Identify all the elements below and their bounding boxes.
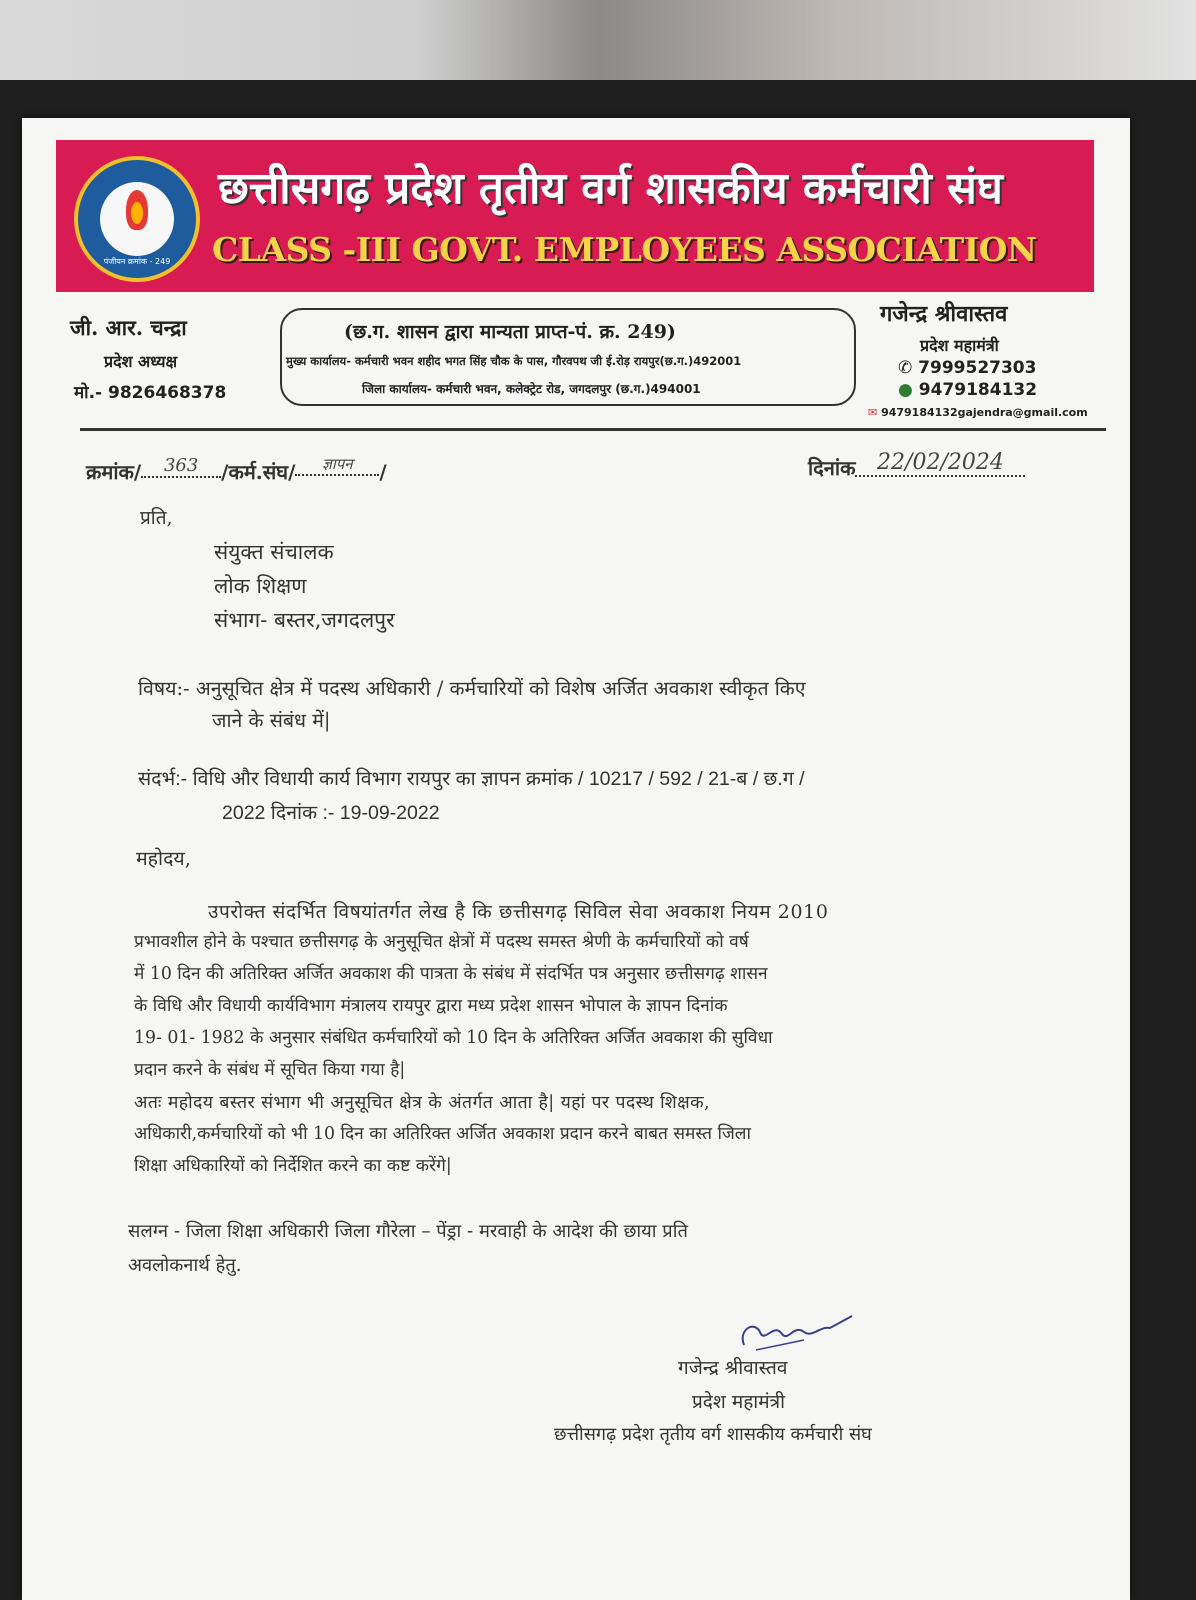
kramank-label: क्रमांक/ bbox=[86, 460, 142, 484]
body-line-4: के विधि और विधायी कार्यविभाग मंत्रालय रायपुर द्वारा मध्य प्रदेश शासन भोपाल के ज्ञापन दिनांक bbox=[134, 996, 728, 1016]
whatsapp-icon: ● bbox=[898, 380, 913, 400]
flame-core-icon bbox=[131, 202, 143, 224]
general-secretary-name: गजेन्द्र श्रीवास्तव bbox=[880, 301, 1008, 327]
president-designation: प्रदेश अध्यक्ष bbox=[104, 352, 178, 371]
email-address: 9479184132gajendra@gmail.com bbox=[881, 406, 1088, 419]
title-english: CLASS -III GOVT. EMPLOYEES ASSOCIATION bbox=[212, 230, 1037, 269]
date-value: 22/02/2024 bbox=[855, 450, 1025, 477]
logo-registration-text: पंजीयन क्रमांक - 249 bbox=[103, 257, 171, 266]
body-line-3: में 10 दिन की अतिरिक्त अर्जित अवकाश की पात्रता के संबंध में संदर्भित पत्र अनुसार छत्तीसगढ़ शासन bbox=[134, 964, 768, 984]
body-line-1: उपरोक्त संदर्भित विषयांतर्गत लेख है कि छत्तीसगढ़ सिविल सेवा अवकाश नियम 2010 bbox=[208, 901, 829, 923]
signatory-designation: प्रदेश महामंत्री bbox=[692, 1391, 786, 1413]
body-line-2: प्रभावशील होने के पश्चात छत्तीसगढ़ के अनुसूचित क्षेत्रों में पदस्थ समस्त श्रेणी के कर्मचारियों को वर्ष bbox=[134, 932, 749, 952]
sangh-value: ज्ञापन bbox=[295, 454, 379, 476]
email-row bbox=[868, 406, 1088, 419]
handwritten-signature bbox=[734, 1310, 854, 1360]
reference-line-2: 2022 दिनांक :- 19-09-2022 bbox=[222, 802, 440, 824]
general-secretary-designation: प्रदेश महामंत्री bbox=[920, 336, 999, 355]
salutation: महोदय, bbox=[136, 847, 191, 870]
phone-row bbox=[898, 358, 1036, 378]
addressee-line-1: संयुक्त संचालक bbox=[214, 540, 334, 564]
body-line-9: शिक्षा अधिकारियों को निर्देशित करने का कष्ट करेंगे| bbox=[134, 1156, 452, 1176]
district-office-address: जिला कार्यालय- कर्मचारी भवन, कलेक्ट्रेट रोड, जगदलपुर (छ.ग.)494001 bbox=[362, 382, 701, 396]
header-divider bbox=[80, 428, 1106, 431]
signatory-organization: छत्तीसगढ़ प्रदेश तृतीय वर्ग शासकीय कर्मचारी संघ bbox=[554, 1424, 872, 1445]
body-line-5: 19- 01- 1982 के अनुसार संबंधित कर्मचारियों को 10 दिन के अतिरिक्त अर्जित अवकाश की सुविधा bbox=[134, 1028, 773, 1048]
letter-paper bbox=[22, 118, 1130, 1600]
association-logo bbox=[74, 156, 200, 282]
kramank-value: 363 bbox=[141, 455, 221, 478]
whatsapp-row bbox=[898, 380, 1037, 400]
body-line-6: प्रदान करने के संबंध में सूचित किया गया है| bbox=[134, 1060, 406, 1080]
phone-number: 7999527303 bbox=[918, 358, 1037, 378]
mail-icon: ✉ bbox=[868, 406, 878, 419]
head-office-address: मुख्य कार्यालय- कर्मचारी भवन शहीद भगत सिंह चौक के पास, गौरवपथ जी ई.रोड़ रायपुर(छ.ग.)492001 bbox=[286, 354, 742, 368]
phone-icon: ✆ bbox=[898, 358, 913, 378]
signatory-name: गजेन्द्र श्रीवास्तव bbox=[678, 1357, 788, 1379]
background-top bbox=[0, 0, 1196, 84]
whatsapp-number: 9479184132 bbox=[918, 380, 1038, 400]
body-line-7: अतः महोदय बस्तर संभाग भी अनुसूचित क्षेत्र के अंतर्गत आता है| यहां पर पदस्थ शिक्षक, bbox=[134, 1093, 710, 1113]
body-line-8: अधिकारी,कर्मचारियों को भी 10 दिन का अतिरिक्त अर्जित अवकाश प्रदान करने बाबत समस्त जिला bbox=[134, 1124, 751, 1144]
date-row bbox=[808, 450, 1025, 483]
president-mobile: मो.- 9826468378 bbox=[74, 383, 227, 403]
date-label: दिनांक bbox=[808, 456, 856, 480]
addressee-line-2: लोक शिक्षण bbox=[214, 574, 307, 598]
prati: प्रति, bbox=[140, 507, 173, 529]
subject-line-2: जाने के संबंध में| bbox=[212, 709, 331, 732]
president-name: जी. आर. चन्द्रा bbox=[70, 315, 187, 340]
recognition-text: (छ.ग. शासन द्वारा मान्यता प्राप्त-पं. क्र. 249) bbox=[344, 321, 676, 343]
addressee-line-3: संभाग- बस्तर,जगदलपुर bbox=[214, 608, 395, 632]
reference-number-row: क्रमांक/ 363 /कर्म.संघ/ ज्ञापन / bbox=[86, 455, 387, 484]
sangh-label: /कर्म.संघ/ bbox=[221, 460, 296, 484]
enclosure-line-1: सलग्न - जिला शिक्षा अधिकारी जिला गौरेला – पेंड्रा - मरवाही के आदेश की छाया प्रति bbox=[128, 1221, 688, 1242]
subject-line-1: विषय:- अनुसूचित क्षेत्र में पदस्थ अधिकारी / कर्मचारियों को विशेष अर्जित अवकाश स्वीकृत किए bbox=[138, 677, 806, 700]
reference-line-1: संदर्भ:- विधि और विधायी कार्य विभाग रायपुर का ज्ञापन क्रमांक / 10217 / 592 / 21-ब / छ.ग / bbox=[138, 768, 805, 790]
enclosure-line-2: अवलोकनार्थ हेतु. bbox=[128, 1255, 242, 1276]
title-hindi: छत्तीसगढ़ प्रदेश तृतीय वर्ग शासकीय कर्मचारी संघ bbox=[218, 163, 1003, 214]
